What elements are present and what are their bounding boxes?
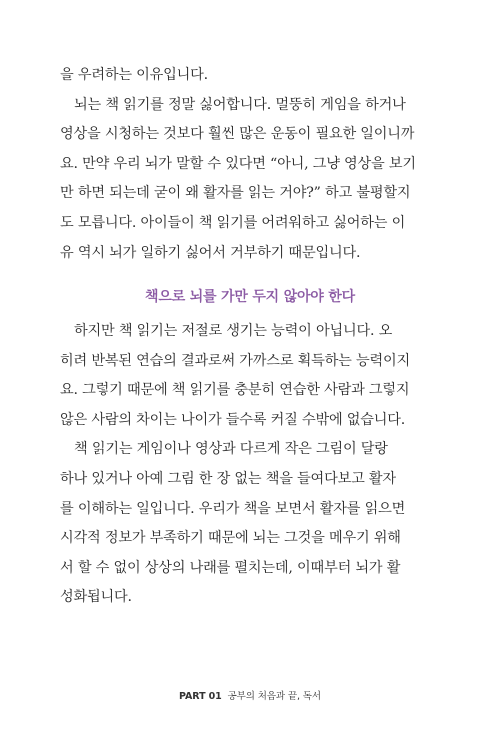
paragraph-2-line-5: 도 모릅니다. 아이들이 책 읽기를 어려워하고 싫어하는 이 (60, 214, 406, 231)
footer-chapter-title: 공부의 처음과 끝, 독서 (227, 691, 321, 702)
paragraph-3-line-4: 않은 사람의 차이는 나이가 들수록 커질 수밖에 없습니다. (60, 411, 406, 428)
body-text-top (60, 61, 450, 268)
paragraph-3-line-3: 요. 그렇기 때문에 책 읽기를 충분히 연습한 사람과 그렇지 (60, 382, 410, 399)
footer-part-label: PART 01 (179, 691, 222, 702)
paragraph-2-line-1: 뇌는 책 읽기를 정말 싫어합니다. 멀뚱히 게임을 하거나 (74, 96, 406, 113)
page-footer (0, 688, 500, 702)
paragraph-2-line-4: 만 하면 되는데 굳이 왜 활자를 읽는 거야?” 하고 불평할지 (60, 185, 411, 202)
section-heading: 책으로 뇌를 가만 두지 않아야 한다 (145, 289, 355, 305)
body-text-bottom (60, 317, 450, 613)
paragraph-4-line-6: 성화됩니다. (60, 589, 132, 606)
paragraph-4-line-3: 를 이해하는 일입니다. 우리가 책을 보면서 활자를 읽으면 (60, 500, 406, 517)
paragraph-4-line-2: 하나 있거나 아예 그림 한 장 없는 책을 들여다보고 활자 (60, 470, 396, 487)
paragraph-3-line-1: 하지만 책 읽기는 저절로 생기는 능력이 아닙니다. 오 (74, 323, 393, 339)
paragraph-2-line-6: 유 역시 뇌가 일하기 싫어서 거부하기 때문입니다. (60, 244, 361, 261)
paragraph-4-line-4: 시각적 정보가 부족하기 때문에 뇌는 그것을 메우기 위해 (60, 530, 401, 547)
paragraph-2-line-2: 영상을 시청하는 것보다 훨씬 많은 운동이 필요한 일이니까 (60, 126, 415, 143)
paragraph-4-line-1: 책 읽기는 게임이나 영상과 다르게 작은 그림이 달랑 (74, 441, 388, 458)
paragraph-2-line-3: 요. 만약 우리 뇌가 말할 수 있다면 “아니, 그냥 영상을 보기 (60, 155, 416, 172)
paragraph-1-line-1: 을 우려하는 이유입니다. (60, 67, 208, 83)
paragraph-4-line-5: 서 할 수 없이 상상의 나래를 펼치는데, 이때부터 뇌가 활 (60, 559, 401, 576)
paragraph-3-line-2: 히려 반복된 연습의 결과로써 가까스로 획득하는 능력이지 (60, 352, 410, 369)
